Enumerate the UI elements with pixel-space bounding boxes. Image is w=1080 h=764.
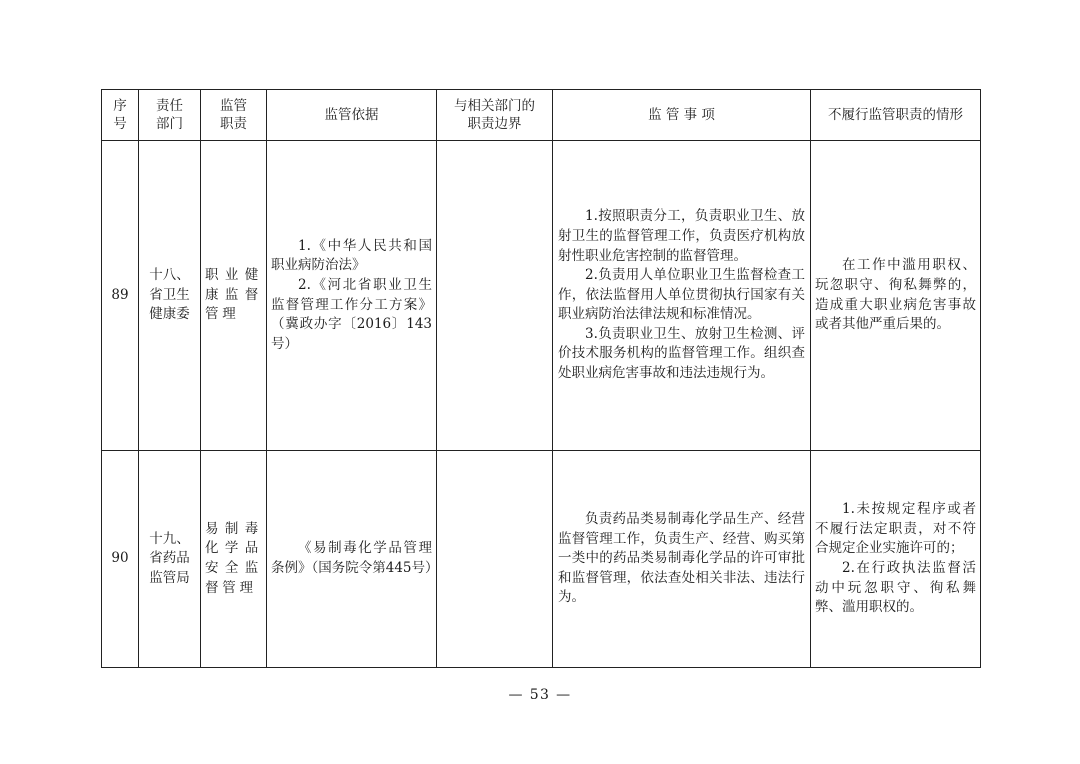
row-failure: 1.未按规定程序或者不履行法定职责，对不符合规定企业实施许可的； 2.在行政执法监督活动中玩忽职守、徇私舞弊、滥用职权的。 [811,451,981,668]
supervision-duty-table [101,89,981,668]
table-row [102,141,981,451]
header-seq: 序 号 [102,90,139,141]
header-boundary: 与相关部门的 职责边界 [437,90,553,141]
header-basis: 监管依据 [267,90,437,141]
row-failure: 在工作中滥用职权、玩忽职守、徇私舞弊的，造成重大职业病危害事故或者其他严重后果的。 [811,141,981,451]
row-duty: 易制毒化学品安全监督管理 [201,451,267,668]
header-duty: 监管 职责 [201,90,267,141]
row-basis: 《易制毒化学品管理条例》（国务院令第445号） [267,451,437,668]
row-matters: 负责药品类易制毒化学品生产、经营监督管理工作，负责生产、经营、购买第一类中的药品类易制毒化学品的许可审批和监督管理，依法查处相关非法、违法行为。 [553,451,811,668]
header-failure: 不履行监管职责的情形 [811,90,981,141]
row-dept: 十八、 省卫生 健康委 [139,141,201,451]
table-row [102,451,981,668]
row-dept: 十九、 省药品 监管局 [139,451,201,668]
row-seq: 90 [102,451,139,668]
header-dept: 责任 部门 [139,90,201,141]
row-matters: 1.按照职责分工，负责职业卫生、放射卫生的监督管理工作，负责医疗机构放射性职业危害控制的监督管理。 2.负责用人单位职业卫生监督检查工作，依法监督用人单位贯彻执行国家有关职业病防治法律法规和标准情况。 3.负责职业卫生、放射卫生检测、评价技术服务机构的监督管理工作。组织查处职业病危害事故和违法违规行为。 [553,141,811,451]
table-header-row [102,90,981,141]
row-seq: 89 [102,141,139,451]
row-boundary [437,141,553,451]
header-matters: 监 管 事 项 [553,90,811,141]
row-basis: 1.《中华人民共和国职业病防治法》 2.《河北省职业卫生监督管理工作分工方案》（冀政办字〔2016〕143号） [267,141,437,451]
row-duty: 职业健康监督管理 [201,141,267,451]
page-number: — 53 — [508,687,572,703]
row-boundary [437,451,553,668]
